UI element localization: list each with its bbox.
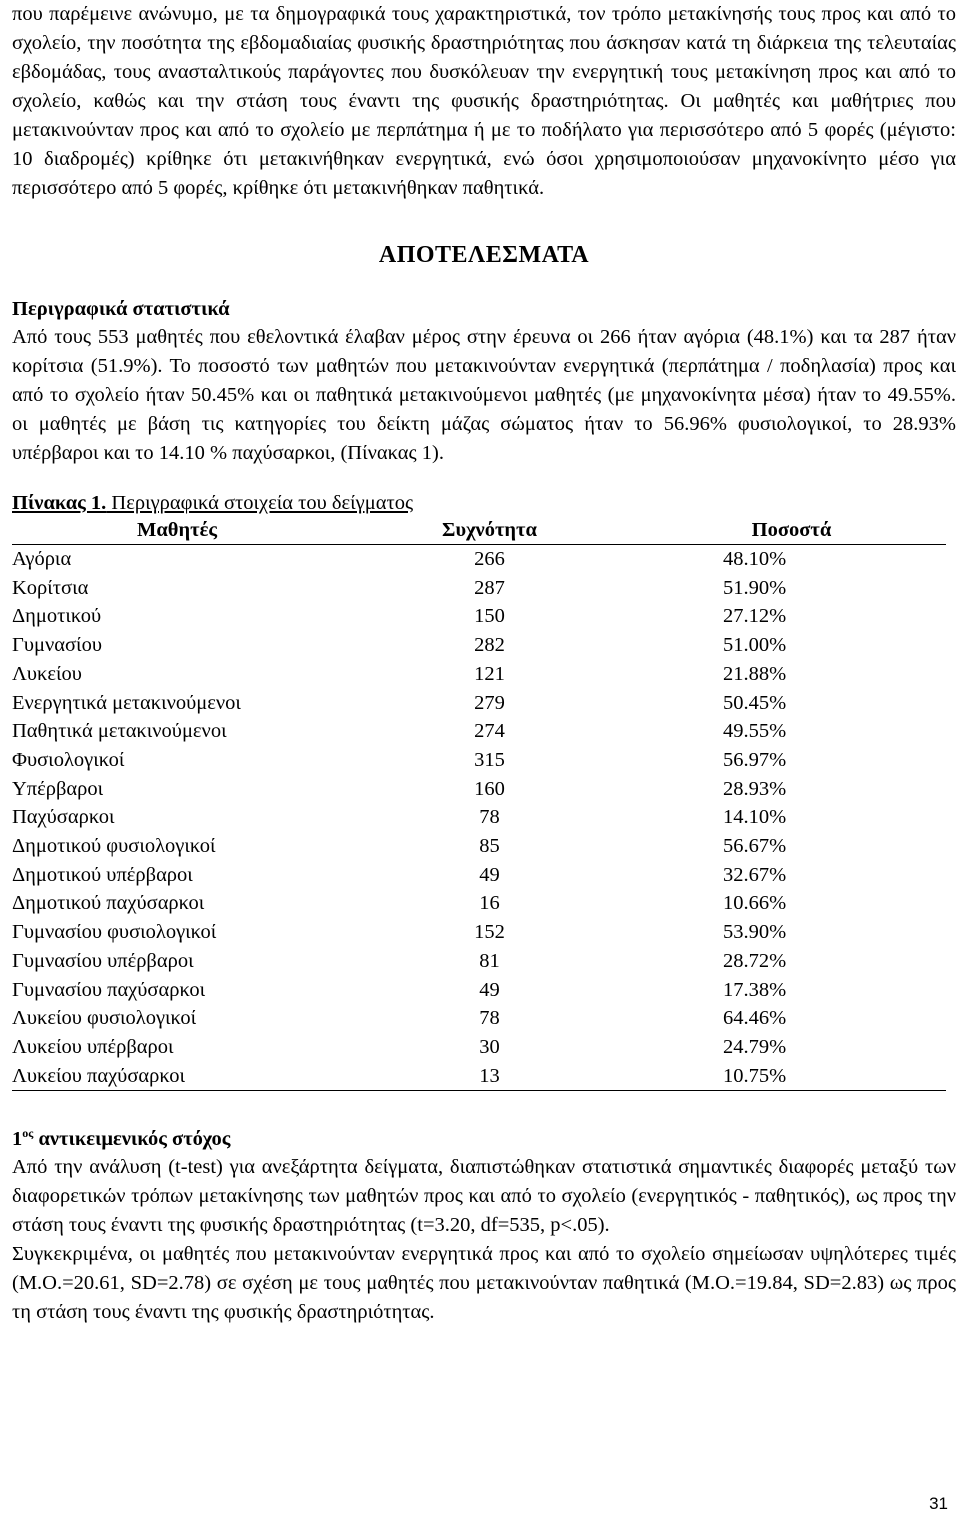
table-row [12,832,946,861]
cell-category: Παθητικά μετακινούμενοι [12,720,227,743]
cell-percentage: 28.72% [723,949,787,972]
cell-percentage: 10.75% [637,1062,946,1091]
table-row [12,545,946,574]
objective-ordinal-suffix: ος [22,1126,34,1141]
cell-percentage: 51.90% [723,576,787,599]
table-caption-text: Περιγραφικά στοιχεία του δείγματος [106,492,414,514]
cell-frequency: 287 [474,576,505,599]
cell-frequency: 78 [479,806,500,829]
cell-frequency: 274 [474,720,505,743]
cell-percentage: 21.88% [723,662,787,685]
cell-category: Ενεργητικά μετακινούμενοι [12,691,241,714]
cell-category: Δημοτικού [12,605,102,628]
cell-category: Γυμνασίου υπέρβαροι [12,949,194,972]
table-caption-label: Πίνακας 1. [12,492,107,514]
table-header-row [12,516,946,545]
cell-frequency: 121 [474,662,505,685]
cell-percentage: 51.00% [723,634,787,657]
cell-frequency: 78 [479,1007,500,1030]
cell-category: Λυκείου υπέρβαροι [12,1035,174,1058]
table-caption [12,490,956,516]
cell-category: Δημοτικού παχύσαρκοι [12,892,205,915]
table-body [12,545,946,1091]
cell-category: Παχύσαρκοι [12,806,115,829]
table-row [12,717,946,746]
table-row [12,861,946,890]
column-header-students: Μαθητές [12,516,342,545]
table-row [12,689,946,718]
cell-frequency: 282 [474,634,505,657]
cell-percentage: 27.12% [723,605,787,628]
objective-paragraph-2: Συγκεκριμένα, οι μαθητές που μετακινούνταν ενεργητικά προς και από το σχολείο σημείωσαν υψηλότερες τιμές (M.O.=20.61, SD=2.78) σε σχέση με τους μαθητές που μετακινούνταν παθητικά (M.O.=19.84, SD=2.83) ως προς τη στάση τους έναντι της φυσικής δραστηριότητας. [12,1243,956,1324]
cell-percentage: 17.38% [723,978,787,1001]
table-row [12,1062,946,1091]
cell-percentage: 14.10% [723,806,787,829]
cell-frequency: 266 [474,548,505,570]
cell-frequency: 150 [474,605,505,628]
cell-percentage: 56.97% [723,748,787,771]
cell-frequency: 152 [474,921,505,944]
cell-frequency: 13 [342,1062,637,1091]
objective-title-text: αντικειμενικός στόχος [33,1128,231,1151]
table-row [12,775,946,804]
table-row [12,1033,946,1062]
table-row [12,602,946,631]
table-row [12,574,946,603]
cell-percentage: 32.67% [723,863,787,886]
table-row [12,660,946,689]
table-row [12,746,946,775]
cell-category: Αγόρια [12,548,72,570]
cell-frequency: 160 [474,777,505,800]
column-header-percentage: Ποσοστά [637,516,946,545]
cell-category: Φυσιολογικοί [12,748,125,771]
cell-category: Κορίτσια [12,576,89,599]
cell-frequency: 279 [474,691,505,714]
cell-frequency: 49 [479,863,500,886]
cell-category: Λυκείου φυσιολογικοί [12,1007,197,1030]
intro-paragraph: που παρέμεινε ανώνυμο, με τα δημογραφικά τους χαρακτηριστικά, τον τρόπο μετακίνησής τους προς και από το σχολείο, την ποσότητα της εβδομαδιαίας φυσικής δραστηριότητας που άσκησαν κατά τη διάρκεια της τελευταίας εβδομάδας, τους ανασταλτικούς παράγοντες που δυσκόλευαν την ενεργητική τους μετακίνηση προς και από το σχολείο, καθώς και την στάση τους έναντι της φυσικής δραστηριότητας. Οι μαθητές και μαθήτριες που μετακινούνταν προς και από το σχολείο με περπάτημα ή με το ποδήλατο για περισσότερο από 5 φορές (μέγιστο: 10 διαδρομές) κρίθηκε ότι μετακινήθηκαν ενεργητικά, ενώ όσοι χρησιμοποιούσαν μηχανοκίνητο μέσο για περισσότερο από 5 φορές, κρίθηκε ότι μετακινήθηκαν παθητικά. [12,3,956,199]
table-row [12,976,946,1005]
cell-category: Λυκείου [12,662,82,685]
descriptive-stats-table [12,516,946,1091]
cell-frequency: 49 [479,978,500,1001]
cell-percentage: 64.46% [723,1007,787,1030]
cell-frequency: 30 [479,1035,500,1058]
cell-percentage: 50.45% [723,691,787,714]
table-row [12,889,946,918]
results-heading: ΑΠΟΤΕΛΕΣΜΑΤΑ [378,242,590,268]
cell-percentage: 53.90% [723,921,787,944]
cell-frequency: 315 [474,748,505,771]
table-row [12,947,946,976]
document-page [12,0,956,1327]
cell-category: Γυμνασίου παχύσαρκοι [12,978,206,1001]
cell-category: Υπέρβαροι [12,777,104,800]
cell-percentage: 48.10% [723,548,787,570]
cell-category: Λυκείου παχύσαρκοι [12,1062,342,1091]
cell-frequency: 16 [479,892,500,915]
table-row [12,631,946,660]
objective-heading [12,1119,956,1153]
cell-frequency: 85 [479,835,500,858]
cell-percentage: 56.67% [723,835,787,858]
page-number: 31 [929,1494,948,1513]
table-row [12,1004,946,1033]
cell-category: Δημοτικού υπέρβαροι [12,863,193,886]
cell-frequency: 81 [479,949,500,972]
column-header-frequency: Συχνότητα [342,516,637,545]
cell-percentage: 10.66% [723,892,787,915]
table-row [12,803,946,832]
cell-category: Γυμνασίου [12,634,102,657]
cell-percentage: 49.55% [723,720,787,743]
descriptive-stats-paragraph: Από τους 553 μαθητές που εθελοντικά έλαβαν μέρος στην έρευνα οι 266 ήταν αγόρια (48.1%) και τα 287 ήταν κορίτσια (51.9%). Το ποσοστό των μαθητών που μετακινούνταν ενεργητικά (περπάτημα / ποδηλασία) προς και από το σχολείο ήταν 50.45% και οι παθητικά μετακινούμενοι μαθητές (με μηχανοκίνητα μέσα) ήταν το 49.55%. οι μαθητές με βάση τις κατηγορίες του δείκτη μάζας σώματος ήταν το 56.96% φυσιολογικοί, το 28.93% υπέρβαροι και το 14.10 % παχύσαρκοι, (Πίνακας 1). [12,326,956,464]
descriptive-stats-heading: Περιγραφικά στατιστικά [12,298,230,320]
objective-paragraph-1: Από την ανάλυση (t-test) για ανεξάρτητα δείγματα, διαπιστώθηκαν στατιστικά σημαντικές διαφορές μεταξύ των διαφορετικών τρόπων μετακίνησης των μαθητών προς και από το σχολείο (ενεργητικός - παθητικός), ως προς την στάση τους έναντι της φυσικής δραστηριότητας (t=3.20, df=535, p<.05). [12,1156,956,1237]
table-row [12,918,946,947]
cell-category: Δημοτικού φυσιολογικοί [12,835,216,858]
objective-number: 1 [12,1128,23,1151]
cell-percentage: 24.79% [723,1035,787,1058]
cell-category: Γυμνασίου φυσιολογικοί [12,921,217,944]
cell-percentage: 28.93% [723,777,787,800]
